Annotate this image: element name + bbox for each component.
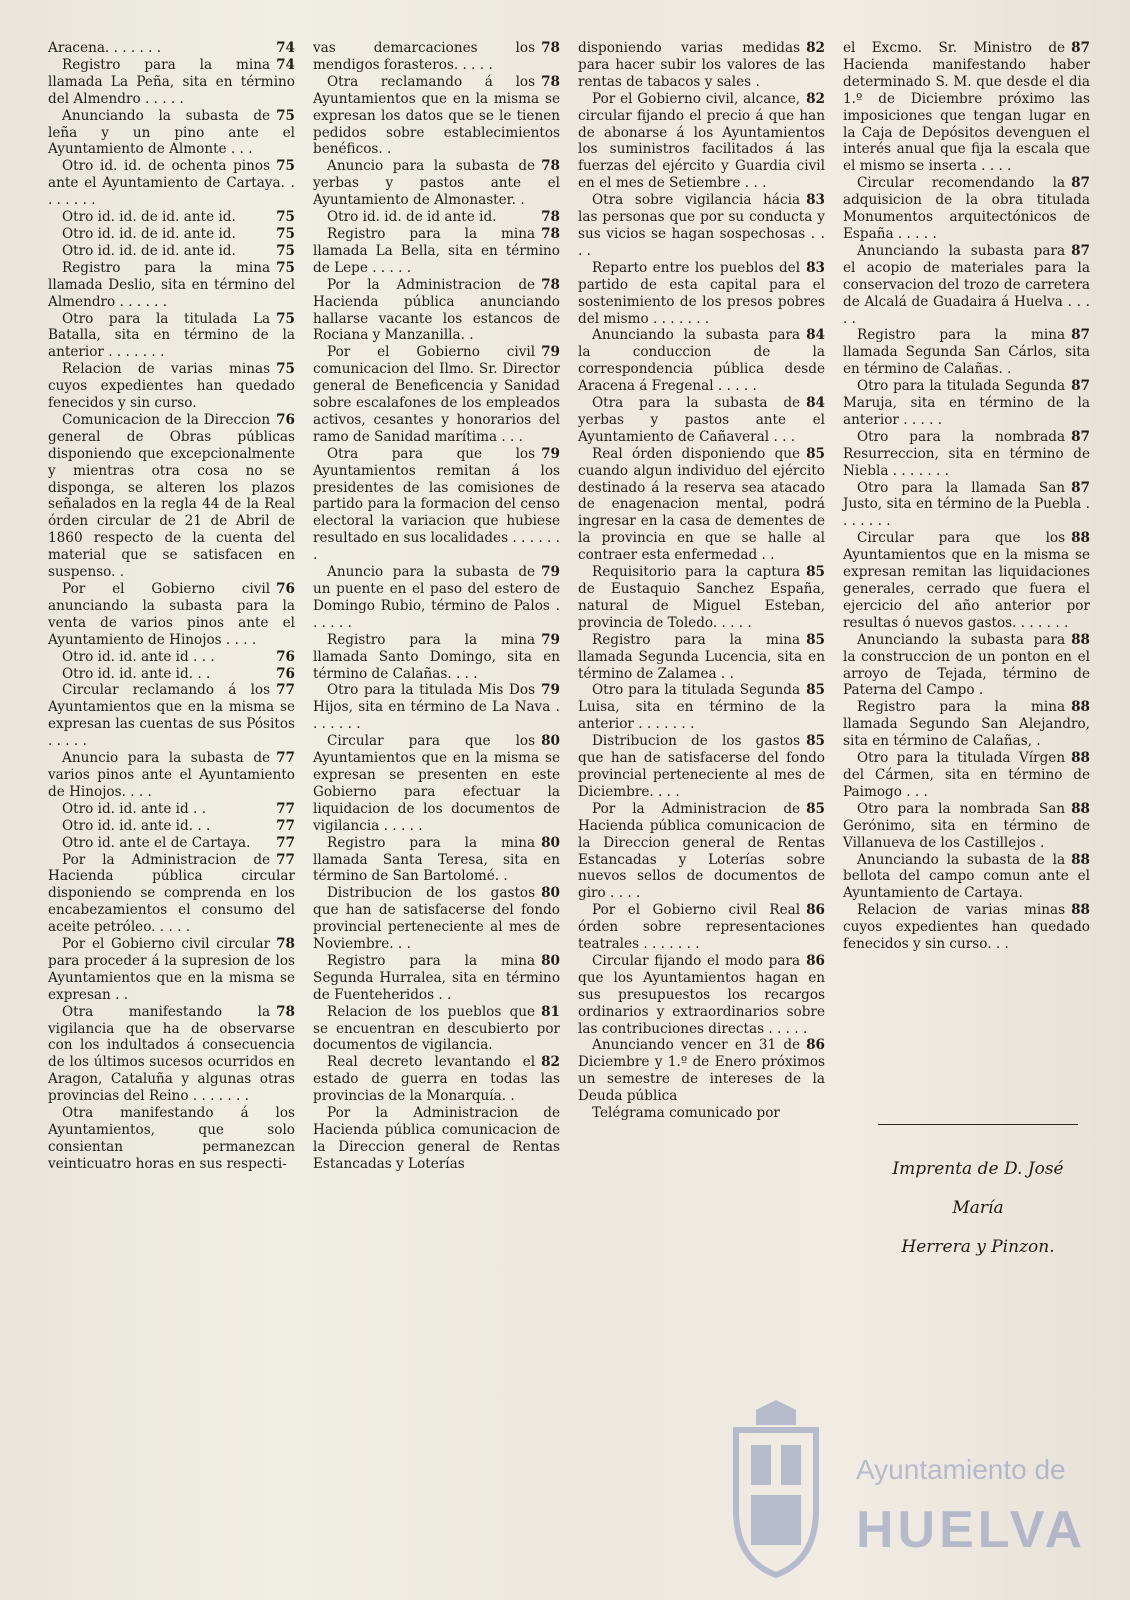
entry-text: Reparto entre los pueblos del partido de esta capital para el sostenimiento de los presos pobres del mismo . . . . . . . <box>578 259 825 327</box>
index-entry <box>313 446 560 564</box>
page-number: 74 <box>276 56 295 73</box>
entry-text: Anunciando la subasta para la conduccion de la correspondencia pública desde Aracena á Fregenal . . . . . <box>578 327 825 395</box>
archive-watermark <box>716 1400 1096 1590</box>
printer-imprint <box>868 1150 1088 1267</box>
index-entry <box>313 40 560 74</box>
entry-text: vas demarcaciones los mendigos forasteros. . . . . <box>313 40 536 73</box>
page-number: 78 <box>541 40 560 56</box>
index-entry <box>313 835 560 886</box>
entry-text: Otro para la titulada Segunda Maruja, sita en término de la anterior . . . . . <box>843 378 1090 428</box>
page-number: 76 <box>276 648 295 665</box>
index-entry <box>313 953 560 1004</box>
entry-text: Anuncio para la subasta de un puente en el paso del estero de Domingo Rubio, término de Palos . . . . . . <box>313 564 560 631</box>
entry-text: Registro para la mina llamada Deslio, sita en término del Almendro . . . . . . <box>48 259 295 310</box>
entry-text: Por el Gobierno civil circular para proceder á la supresion de los Ayuntamientos que en la misma se expresan . . <box>48 936 295 1003</box>
page-number: 75 <box>276 310 295 327</box>
page-number: 78 <box>276 1003 295 1020</box>
page-number: 75 <box>276 209 295 226</box>
page-number: 83 <box>806 192 825 209</box>
entry-text: Relacion de varias minas cuyos expedientes han quedado fenecidos y sin curso. . . <box>843 902 1090 953</box>
page-number: 77 <box>276 817 295 834</box>
entry-text: Circular para que los Ayuntamientos que en la misma se expresan se presenten en este Gobierno para efectuar la liquidacion de los documentos de vigilancia . . . . . <box>313 733 560 834</box>
index-entry <box>48 209 295 226</box>
index-entry <box>48 649 295 666</box>
page-number: 77 <box>276 750 295 767</box>
page-number: 88 <box>1071 699 1090 716</box>
page-number: 88 <box>1071 750 1090 767</box>
entry-text: Otro para la titulada Mis Dos Hijos, sita en término de La Nava . . . . . . . <box>313 682 560 733</box>
entry-text: Otro para la titulada Segunda Luisa, sita en término de la anterior . . . . . . . <box>578 682 825 733</box>
index-entry <box>48 581 295 649</box>
index-entry <box>843 632 1090 700</box>
page-number: 86 <box>806 1037 825 1054</box>
entry-text: Real órden disponiendo que cuando algun individuo del ejército destinado á la reserva sea atacado de enagenacion mental, podrá ingresar en la casa de dementes de la provincia en que se halle al contraer esta enfermedad . . <box>578 445 825 564</box>
page-number: 79 <box>541 682 560 699</box>
entry-text: Otra para que los Ayuntamientos remitan á los presidentes de las comisiones de partido para la formacion del censo electoral la variacion que hubiese resultado en sus localidades . . . . . . . <box>313 445 560 564</box>
index-entry <box>313 226 560 277</box>
index-entry <box>843 243 1090 328</box>
entry-text: Circular para que los Ayuntamientos que en la misma se expresan remitan las liquidaciones generales, cerrado que fuera el ejercicio del año anterior por resultas ó nuevos gastos. . . . . . . <box>843 530 1090 631</box>
separator-rule <box>878 1124 1078 1125</box>
entry-text: Anunciando la subasta de leña y un pino ante el Ayuntamiento de Almonte . . . <box>48 107 295 158</box>
page-number: 85 <box>806 800 825 817</box>
index-entry <box>578 1105 825 1122</box>
entry-text: Por la Administracion de Hacienda pública anunciando hallarse vacante los estancos de Rociana y Manzanilla. . <box>313 276 560 344</box>
index-entry <box>843 530 1090 631</box>
entry-text: Otra sobre vigilancia hácia las personas que por su conducta y sus vicios se hagan sospechosas . . . . <box>578 192 825 259</box>
index-entry <box>578 446 825 564</box>
index-entry <box>843 40 1090 175</box>
index-entry <box>48 311 295 362</box>
page-number: 86 <box>806 952 825 969</box>
entry-text: Otra para la subasta de yerbas y pastos ante el Ayuntamiento de Cañaveral . . . <box>578 395 825 445</box>
page-number: 80 <box>541 952 560 969</box>
index-entry <box>48 40 295 57</box>
index-entry <box>578 733 825 801</box>
index-entry <box>843 327 1090 378</box>
page-number: 88 <box>1071 631 1090 648</box>
index-entry <box>313 564 560 632</box>
index-entry <box>313 885 560 953</box>
watermark-line-2: HUELVA <box>856 1501 1087 1559</box>
index-entry <box>48 57 295 108</box>
entry-text: Distribucion de los gastos que han de satisfacerse del fondo provincial perteneciente al mes de Noviembre. . . <box>313 885 560 953</box>
entry-text: Registro para la mina llamada Santa Teresa, sita en término de San Bartolomé. . <box>313 834 560 885</box>
index-entry <box>313 277 560 345</box>
page-number: 87 <box>1071 428 1090 445</box>
index-entry <box>48 818 295 835</box>
entry-text: Por el Gobierno civil, alcance, circular fijando el precio á que han de abonarse á los Ayuntamientos los suministros facilitados á las fuerzas del ejército y Guardia civil en el mes de Setiembre . . . <box>578 90 825 192</box>
index-entry <box>313 74 560 159</box>
index-entry <box>48 1004 295 1105</box>
entry-text: Por el Gobierno civil comunicacion del Ilmo. Sr. Director general de Beneficencia y Sanidad sobre escalafones de los empleados activos, cesantes y honorarios del ramo de Sanidad marítima . . . <box>313 344 560 445</box>
page-number: 75 <box>276 259 295 276</box>
entry-text: Por la Administracion de Hacienda pública comunicacion de la Direccion general de Rentas Estancadas y Loterías sobre nuevos sellos de documentos de giro . . . . <box>578 800 825 902</box>
index-entry <box>48 666 295 683</box>
column-4 <box>843 40 1090 1220</box>
entry-text: Registro para la mina llamada Segundo San Alejandro, sita en término de Calañas, . <box>843 699 1090 750</box>
page-number: 86 <box>806 902 825 919</box>
entry-text: Otro id. id. ante id . . . <box>62 648 215 665</box>
entry-text: el Excmo. Sr. Ministro de Hacienda manifestando haber determinado S. M. que desde el dia 1.º de Diciembre próximo las imposiciones que tengan lugar en la Caja de Depósitos devenguen el interés anual que fija la escala que el mismo se inserta . . . . <box>843 40 1090 175</box>
index-entry <box>48 801 295 818</box>
entry-text: Real decreto levantando el estado de guerra en todas las provincias de la Monarquía. . <box>313 1054 560 1105</box>
entry-text: Circular fijando el modo para que los Ayuntamientos hagan en sus presupuestos los recargos ordinarios y extraordinarios sobre las contribuciones directas . . . . . <box>578 952 825 1037</box>
entry-text: Registro para la mina llamada Segunda San Cárlos, sita en término de Calañas. . <box>843 327 1090 378</box>
index-entry <box>48 243 295 260</box>
page-number: 76 <box>276 665 295 682</box>
index-entry <box>48 260 295 311</box>
entry-text: Por el Gobierno civil anunciando la subasta para la venta de varios pinos ante el Ayuntamiento de Hinojos . . . . <box>48 581 295 648</box>
page-number: 82 <box>806 40 825 56</box>
column-2 <box>313 40 560 1220</box>
entry-text: Otro id. ante el de Cartaya. <box>62 834 251 851</box>
page-number: 75 <box>276 158 295 175</box>
entry-text: Otra manifestando la vigilancia que ha de observarse con los indultados á consecuencia de los últimos sucesos ocurridos en Aragon, Cataluña y algunas otras provincias del Reino . . . . . . . <box>48 1003 295 1105</box>
index-entry <box>843 699 1090 750</box>
entry-text: Otro id. id. ante id. . . <box>62 817 211 834</box>
index-entry <box>843 480 1090 531</box>
index-entry <box>313 682 560 733</box>
index-entry <box>843 902 1090 953</box>
page-number: 78 <box>541 225 560 242</box>
page-number: 85 <box>806 682 825 699</box>
entry-text: Registro para la mina llamada Segunda Lucencia, sita en término de Zalamea . . <box>578 631 825 682</box>
entry-text: Por el Gobierno civil Real órden sobre representaciones teatrales . . . . . . . <box>578 902 825 953</box>
watermark-line-1: Ayuntamiento de <box>856 1454 1066 1485</box>
entry-text: Telégrama comunicado por <box>592 1105 780 1122</box>
page-number: 77 <box>276 851 295 868</box>
entry-text: Circular reclamando á los Ayuntamientos que en la misma se expresan las cuentas de sus Pósitos . . . . . <box>48 682 295 750</box>
entry-text: Registro para la mina llamada La Bella, sita en término de Lepe . . . . . <box>313 225 560 276</box>
index-entry <box>313 632 560 683</box>
page-number: 85 <box>806 445 825 462</box>
page-number: 83 <box>806 259 825 276</box>
column-3 <box>578 40 825 1220</box>
entry-text: Aracena. . . . . . . <box>48 40 162 56</box>
index-entry <box>843 378 1090 429</box>
entry-text: Otro para la titulada Vírgen del Cármen, sita en término de Paimogo . . . <box>843 750 1090 800</box>
entry-text: Otro id. id. ante id. . . <box>62 665 211 682</box>
page-number: 79 <box>541 564 560 581</box>
entry-text: disponiendo varias medidas para hacer subir los valores de las rentas de tabacos y sales . <box>578 40 825 90</box>
entry-text: Otro para la llamada San Justo, sita en término de la Puebla . . . . . . . <box>843 479 1090 530</box>
index-entry <box>313 733 560 834</box>
page-number: 75 <box>276 361 295 378</box>
page-number: 85 <box>806 733 825 750</box>
index-entry <box>578 91 825 192</box>
entry-text: Otro id. id. ante id . . <box>62 800 207 817</box>
page-number: 77 <box>276 682 295 699</box>
page-number: 88 <box>1071 800 1090 817</box>
index-entry <box>48 835 295 852</box>
page-number: 87 <box>1071 378 1090 395</box>
index-entry <box>578 40 825 91</box>
index-entry <box>578 260 825 328</box>
entry-text: Anunciando vencer en 31 de Diciembre y 1.º de Enero próximos un semestre de intereses de la Deuda pública <box>578 1037 825 1105</box>
index-entry <box>843 852 1090 903</box>
index-entry <box>578 801 825 902</box>
entry-text: Otro para la nombrada San Gerónimo, sita en término de Villanueva de los Castillejos . <box>843 800 1090 851</box>
imprint-line-2: Herrera y Pinzon. <box>901 1237 1055 1257</box>
page-number: 76 <box>276 581 295 597</box>
page-number: 87 <box>1071 242 1090 259</box>
page-number: 88 <box>1071 902 1090 919</box>
page-number: 78 <box>541 276 560 293</box>
index-entry <box>48 852 295 937</box>
index-entry <box>313 158 560 209</box>
index-entry <box>48 361 295 412</box>
page-number: 85 <box>806 564 825 581</box>
index-entry <box>48 412 295 581</box>
page-number: 78 <box>541 209 560 226</box>
coat-of-arms-icon <box>716 1400 836 1580</box>
index-entry <box>313 1004 560 1055</box>
page-number: 87 <box>1071 479 1090 496</box>
entry-text: Anunciando la subasta de la bellota del campo comun ante el Ayuntamiento de Cartaya. <box>843 851 1090 902</box>
entry-text: Requisitorio para la captura de Eustaquio Sanchez España, natural de Miguel Esteban, provincia de Toledo. . . . . <box>578 564 825 631</box>
page-number: 80 <box>541 733 560 750</box>
index-entry <box>48 158 295 209</box>
entry-text: Otra manifestando á los Ayuntamientos, que solo consientan permanezcan veinticuatro horas en sus respecti- <box>48 1105 295 1172</box>
index-entry <box>843 429 1090 480</box>
index-entry <box>578 327 825 395</box>
page-number: 76 <box>276 411 295 428</box>
entry-text: Relacion de varias minas cuyos expedientes han quedado fenecidos y sin curso. <box>48 361 295 412</box>
entry-text: Relacion de los pueblos que se encuentran en descubierto por documentos de vigilancia. <box>313 1003 560 1054</box>
index-entry <box>578 564 825 632</box>
index-entry <box>578 953 825 1038</box>
index-entry <box>578 1037 825 1105</box>
index-entry <box>48 226 295 243</box>
index-entry <box>578 902 825 953</box>
entry-text: Anunciando la subasta para el acopio de materiales para la conservacion del trozo de carretera de Alcalá de Guadaira á Huelva . . . . . <box>843 242 1090 327</box>
index-entry <box>48 108 295 159</box>
entry-text: Otro id. id. de id. ante id. <box>62 225 236 242</box>
entry-text: Registro para la mina llamada La Peña, sita en término del Almendro . . . . . <box>48 56 295 107</box>
entry-text: Otro para la nombrada Resurreccion, sita en término de Niebla . . . . . . . <box>843 428 1090 479</box>
index-entry <box>48 936 295 1004</box>
page-number: 75 <box>276 225 295 242</box>
page-number: 82 <box>541 1054 560 1071</box>
page-number: 78 <box>541 158 560 175</box>
index-entry <box>843 175 1090 243</box>
entry-text: Otro para la titulada La Batalla, sita en término de la anterior . . . . . . . <box>48 310 295 361</box>
entry-text: Anuncio para la subasta de varios pinos ante el Ayuntamiento de Hinojos. . . . <box>48 750 295 800</box>
page-number: 79 <box>541 445 560 462</box>
page-number: 84 <box>806 327 825 344</box>
index-entry <box>313 209 560 226</box>
entry-text: Otra reclamando á los Ayuntamientos que en la misma se expresan los datos que se le tienen pedidos sobre establecimientos benéficos. . <box>313 73 560 158</box>
index-entry <box>313 1054 560 1105</box>
page-number: 87 <box>1071 175 1090 192</box>
index-entry <box>313 344 560 445</box>
entry-text: Circular recomendando la adquisicion de la obra titulada Monumentos arquitectónicos de España . . . . . <box>843 175 1090 242</box>
page-number: 85 <box>806 631 825 648</box>
page-number: 88 <box>1071 530 1090 547</box>
entry-text: Registro para la mina Segunda Hurralea, sita en término de Fuenteheridos . . <box>313 952 560 1003</box>
index-entry <box>48 1105 295 1173</box>
index-entry <box>843 750 1090 801</box>
index-entry <box>313 1105 560 1173</box>
page-number: 78 <box>276 936 295 953</box>
entry-text: Comunicacion de la Direccion general de Obras públicas disponiendo que excepcionalmente y mientras otra cosa no se disponga, se alteren los plazos señalados en la regla 44 de la Real órden circular de 21 de Abril de 1860 respecto de la cuenta del material que se satisfacen en suspenso. . <box>48 411 295 581</box>
index-entry <box>48 750 295 801</box>
index-entry <box>578 632 825 683</box>
entry-text: Por la Administracion de Hacienda pública circular disponiendo se comprenda en los encabezamientos el consumo del aceite petróleo. . . . . <box>48 851 295 936</box>
entry-text: Anuncio para la subasta de yerbas y pastos ante el Ayuntamiento de Almonaster. . <box>313 158 560 209</box>
index-entry <box>48 682 295 750</box>
page-number: 80 <box>541 885 560 902</box>
entry-text: Registro para la mina llamada Santo Domingo, sita en término de Calañas. . . . <box>313 631 560 682</box>
entry-text: Anunciando la subasta para la construccion de un ponton en el arroyo de Tejada, término de Paterna del Campo . <box>843 631 1090 699</box>
page-number: 81 <box>541 1003 560 1020</box>
page-number: 87 <box>1071 40 1090 56</box>
page-number: 78 <box>541 73 560 90</box>
page-number: 75 <box>276 242 295 259</box>
page-number: 77 <box>276 834 295 851</box>
entry-text: Otro id. id. de id. ante id. <box>62 209 236 226</box>
column-1 <box>48 40 295 1220</box>
imprint-line-1: Imprenta de D. José María <box>892 1159 1064 1218</box>
index-entry <box>578 395 825 446</box>
page-number: 77 <box>276 800 295 817</box>
page-number: 75 <box>276 107 295 124</box>
index-entry <box>578 682 825 733</box>
entry-text: Por la Administracion de Hacienda pública comunicacion de la Direccion general de Rentas Estancadas y Loterías <box>313 1105 560 1172</box>
index-columns <box>48 40 1092 1220</box>
entry-text: Distribucion de los gastos que han de satisfacerse del fondo provincial perteneciente al mes de Diciembre. . . . <box>578 733 825 800</box>
page-number: 84 <box>806 395 825 412</box>
page-number: 87 <box>1071 327 1090 344</box>
index-entry <box>843 801 1090 852</box>
entry-text: Otro id. id. de id ante id. <box>327 209 497 226</box>
page-number: 79 <box>541 631 560 648</box>
page-number: 79 <box>541 344 560 361</box>
page-number: 82 <box>806 90 825 107</box>
page-number: 88 <box>1071 851 1090 868</box>
page-number: 74 <box>276 40 295 56</box>
index-entry <box>578 192 825 260</box>
entry-text: Otro id. id. de id. ante id. <box>62 242 236 259</box>
page-number: 80 <box>541 834 560 851</box>
entry-text: Otro id. id. de ochenta pinos ante el Ayuntamiento de Cartaya. . . . . . . . <box>48 158 295 209</box>
